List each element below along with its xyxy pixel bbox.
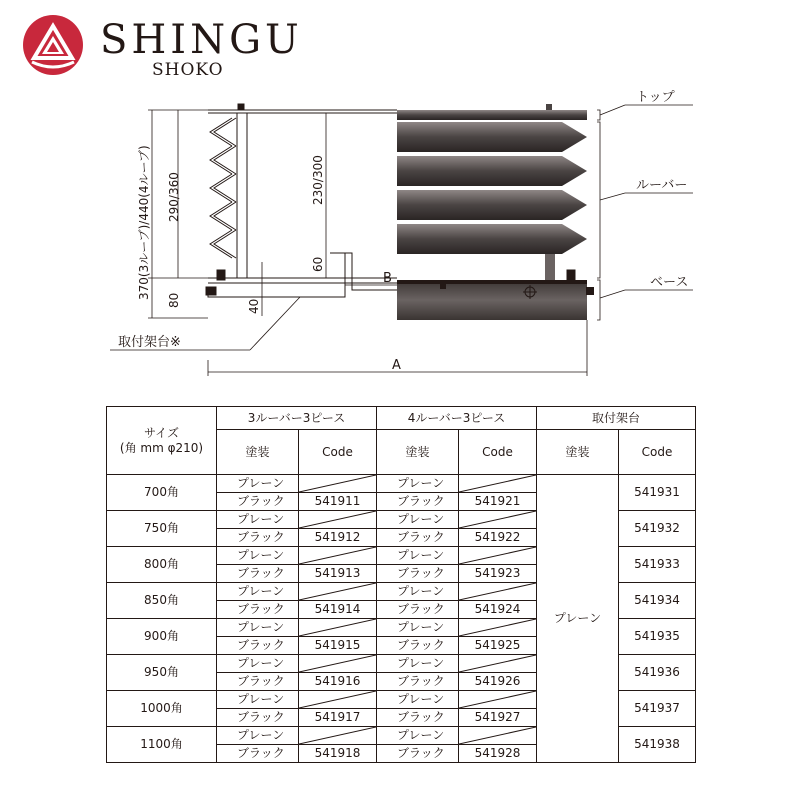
code-empty-cell <box>299 511 377 529</box>
size-cell: 750角 <box>107 511 217 547</box>
hood-base <box>397 280 587 320</box>
size-cell: 900角 <box>107 619 217 655</box>
coating-plain-cell: プレーン <box>217 727 299 745</box>
dim-base: 80 <box>167 292 181 308</box>
coating-black-cell: ブラック <box>217 745 299 763</box>
label-base: ベース <box>650 275 689 290</box>
header-group-mount: 取付架台 <box>537 407 696 430</box>
coating-black-cell: ブラック <box>217 493 299 511</box>
mount-code-cell: 541935 <box>619 619 696 655</box>
header-group-4louver: 4ルーバー3ピース <box>377 407 537 430</box>
coating-black-cell: ブラック <box>377 637 459 655</box>
code-empty-cell <box>459 547 537 565</box>
coating-plain-cell: プレーン <box>377 727 459 745</box>
dim-a: A <box>392 358 401 373</box>
size-cell: 1000角 <box>107 691 217 727</box>
coating-plain-cell: プレーン <box>217 655 299 673</box>
hood-top <box>397 104 587 120</box>
coating-black-cell: ブラック <box>377 673 459 691</box>
dim-40: 40 <box>247 298 261 314</box>
dim-louver-height: 290/360 <box>167 172 181 222</box>
coating-plain-cell: プレーン <box>217 691 299 709</box>
diagonal-slash-icon <box>459 655 536 672</box>
brand-sub: SHOKO <box>152 60 224 80</box>
code-4louver-cell: 541925 <box>459 637 537 655</box>
code-3louver-cell: 541915 <box>299 637 377 655</box>
mount-code-cell: 541934 <box>619 583 696 619</box>
coating-plain-cell: プレーン <box>217 475 299 493</box>
diagonal-slash-icon <box>299 511 376 528</box>
header-code: Code <box>619 430 696 475</box>
coating-plain-cell: プレーン <box>377 547 459 565</box>
mount-code-cell: 541937 <box>619 691 696 727</box>
coating-black-cell: ブラック <box>377 709 459 727</box>
code-empty-cell <box>459 727 537 745</box>
code-empty-cell <box>299 583 377 601</box>
mount-coating-cell: プレーン <box>537 475 619 763</box>
size-cell: 950角 <box>107 655 217 691</box>
code-4louver-cell: 541926 <box>459 673 537 691</box>
coating-black-cell: ブラック <box>377 493 459 511</box>
code-empty-cell <box>459 691 537 709</box>
code-empty-cell <box>459 655 537 673</box>
diagonal-slash-icon <box>459 619 536 636</box>
coating-black-cell: ブラック <box>377 565 459 583</box>
size-cell: 850角 <box>107 583 217 619</box>
code-4louver-cell: 541921 <box>459 493 537 511</box>
code-empty-cell <box>299 547 377 565</box>
coating-plain-cell: プレーン <box>217 619 299 637</box>
code-3louver-cell: 541916 <box>299 673 377 691</box>
coating-black-cell: ブラック <box>217 673 299 691</box>
coating-black-cell: ブラック <box>217 637 299 655</box>
mount-code-cell: 541931 <box>619 475 696 511</box>
diagonal-slash-icon <box>299 619 376 636</box>
dim-60: 60 <box>311 256 325 272</box>
support-post <box>545 254 555 280</box>
dim-b: B <box>383 271 392 286</box>
header-group-3louver: 3ルーバー3ピース <box>217 407 377 430</box>
diagonal-slash-icon <box>299 655 376 672</box>
coating-black-cell: ブラック <box>377 745 459 763</box>
coating-black-cell: ブラック <box>217 529 299 547</box>
code-empty-cell <box>459 619 537 637</box>
diagonal-slash-icon <box>299 547 376 564</box>
header-size: サイズ (角 mm φ210) <box>107 407 217 475</box>
coating-plain-cell: プレーン <box>217 511 299 529</box>
diagonal-slash-icon <box>299 475 376 492</box>
code-empty-cell <box>459 475 537 493</box>
code-3louver-cell: 541911 <box>299 493 377 511</box>
header-coating: 塗装 <box>377 430 459 475</box>
diagonal-slash-icon <box>459 511 536 528</box>
louver-slats <box>397 122 587 254</box>
code-4louver-cell: 541924 <box>459 601 537 619</box>
diagonal-slash-icon <box>299 583 376 600</box>
diagonal-slash-icon <box>459 583 536 600</box>
code-empty-cell <box>299 727 377 745</box>
diagonal-slash-icon <box>299 691 376 708</box>
coating-black-cell: ブラック <box>377 529 459 547</box>
header-coating: 塗装 <box>217 430 299 475</box>
diagonal-slash-icon <box>459 727 536 744</box>
code-empty-cell <box>459 583 537 601</box>
label-mount: 取付架台※ <box>118 335 181 350</box>
code-3louver-cell: 541917 <box>299 709 377 727</box>
label-louver: ルーバー <box>636 178 688 193</box>
coating-black-cell: ブラック <box>217 565 299 583</box>
size-cell: 1100角 <box>107 727 217 763</box>
code-3louver-cell: 541913 <box>299 565 377 583</box>
coating-plain-cell: プレーン <box>377 619 459 637</box>
size-cell: 700角 <box>107 475 217 511</box>
diagonal-slash-icon <box>459 691 536 708</box>
mount-code-cell: 541932 <box>619 511 696 547</box>
mount-code-cell: 541933 <box>619 547 696 583</box>
code-4louver-cell: 541927 <box>459 709 537 727</box>
code-3louver-cell: 541914 <box>299 601 377 619</box>
code-4louver-cell: 541923 <box>459 565 537 583</box>
header-coating: 塗装 <box>537 430 619 475</box>
code-4louver-cell: 541928 <box>459 745 537 763</box>
coating-plain-cell: プレーン <box>377 655 459 673</box>
code-empty-cell <box>459 511 537 529</box>
code-empty-cell <box>299 691 377 709</box>
size-cell: 800角 <box>107 547 217 583</box>
mount-code-cell: 541938 <box>619 727 696 763</box>
coating-plain-cell: プレーン <box>377 475 459 493</box>
coating-plain-cell: プレーン <box>377 511 459 529</box>
coating-black-cell: ブラック <box>217 601 299 619</box>
coating-plain-cell: プレーン <box>377 691 459 709</box>
code-empty-cell <box>299 619 377 637</box>
code-empty-cell <box>299 655 377 673</box>
coating-black-cell: ブラック <box>217 709 299 727</box>
header-code: Code <box>459 430 537 475</box>
code-3louver-cell: 541912 <box>299 529 377 547</box>
diagonal-slash-icon <box>459 547 536 564</box>
spec-table <box>106 406 696 763</box>
diagonal-slash-icon <box>299 727 376 744</box>
coating-plain-cell: プレーン <box>217 583 299 601</box>
diagonal-slash-icon <box>459 475 536 492</box>
coating-plain-cell: プレーン <box>377 583 459 601</box>
code-3louver-cell: 541918 <box>299 745 377 763</box>
header-code: Code <box>299 430 377 475</box>
code-4louver-cell: 541922 <box>459 529 537 547</box>
coating-black-cell: ブラック <box>377 601 459 619</box>
coating-plain-cell: プレーン <box>217 547 299 565</box>
dim-total-height: 370(3ルーブ)/440(4ルーブ) <box>137 145 151 300</box>
label-top: トップ <box>636 90 675 105</box>
dim-inner: 230/300 <box>311 155 325 205</box>
mount-code-cell: 541936 <box>619 655 696 691</box>
brand-name: SHINGU <box>100 17 303 63</box>
code-empty-cell <box>299 475 377 493</box>
table-row <box>107 475 696 493</box>
